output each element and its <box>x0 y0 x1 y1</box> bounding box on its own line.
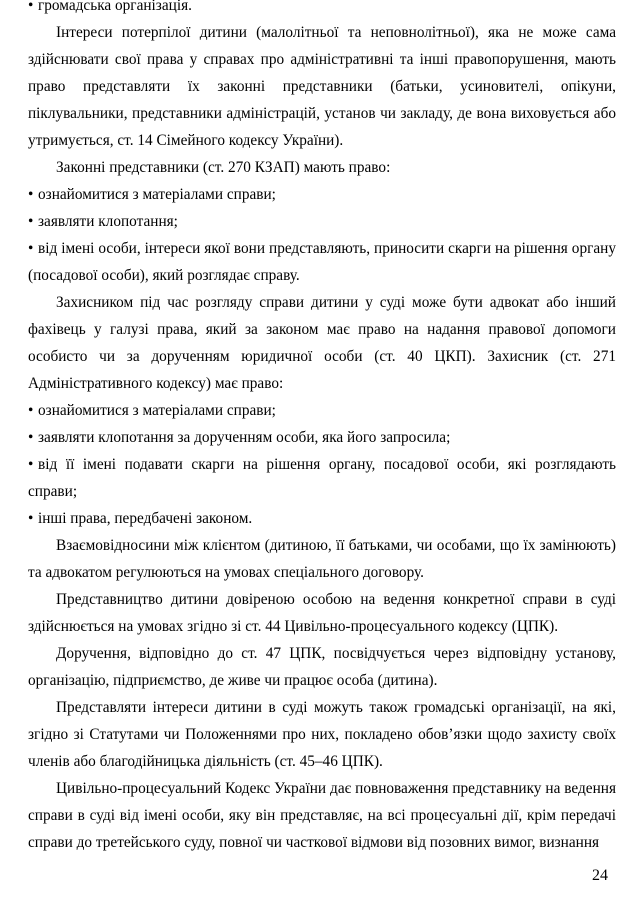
paragraph: Представляти інтереси дитини в суді можуть також громадські організації, на які, згідно зі Статутами чи Положеннями про них, покладено обов’язки щодо захисту своїх членів або благодійницька діяльність (ст. 45–46 ЦПК). <box>28 699 616 770</box>
bullet-text: ознайомитися з матеріалами справи; <box>38 402 276 419</box>
bullet-item <box>28 451 616 505</box>
bullet-icon: • <box>28 213 34 230</box>
bullet-icon: • <box>28 429 34 446</box>
paragraph: Інтереси потерпілої дитини (малолітньої та неповнолітньої), яка не може сама здійснювати свої права у справах про адміністративні та інші правопорушення, мають право представляти їх законні представники (батьки, усиновителі, опікуни, піклувальники, представники адміністрацій, установ чи закладу, де вона виховується або утримується, ст. 14 Сімейного кодексу України). <box>28 24 616 149</box>
bullet-text: громадська організація. <box>38 0 192 14</box>
bullet-text: від її імені подавати скарги на рішення органу, посадової особи, які розглядають справи; <box>28 456 616 500</box>
bullet-item <box>28 505 616 532</box>
paragraph: Взаємовідносини між клієнтом (дитиною, її батьками, чи особами, що їх замінюють) та адвокатом регулюються на умовах спеціального договору. <box>28 537 616 581</box>
paragraph: Цивільно-процесуальний Кодекс України дає повноваження представнику на ведення справи в суді від імені особи, яку він представляє, на всі процесуальні дії, крім передачі справи до третейського суду, повної чи часткової відмови від позовних вимог, визнання <box>28 780 616 851</box>
bullet-icon: • <box>28 510 34 527</box>
paragraph: Захисником під час розгляду справи дитини у суді може бути адвокат або інший фахівець у галузі права, який за законом має право на надання правової допомоги особисто чи за дорученням юридичної особи (ст. 40 ЦКП). Захисник (ст. 271 Адміністративного кодексу) має право: <box>28 294 616 392</box>
bullet-icon: • <box>28 0 34 14</box>
bullet-icon: • <box>28 240 34 257</box>
bullet-text: інші права, передбачені законом. <box>38 510 253 527</box>
paragraph: Представництво дитини довіреною особою на ведення конкретної справи в суді здійснюється на умовах згідно зі ст. 44 Цивільно-процесуального кодексу (ЦПК). <box>28 591 616 635</box>
page-number: 24 <box>592 867 608 884</box>
bullet-icon: • <box>28 402 34 419</box>
bullet-item <box>28 397 616 424</box>
bullet-item <box>28 208 616 235</box>
bullet-text: заявляти клопотання; <box>38 213 178 230</box>
bullet-text: від імені особи, інтереси якої вони представляють, приносити скарги на рішення органу (посадової особи), який розглядає справу. <box>28 240 616 284</box>
paragraph: Законні представники (ст. 270 КЗАП) мають право: <box>56 159 391 176</box>
bullet-icon: • <box>28 456 34 473</box>
bullet-item <box>28 0 616 19</box>
bullet-item <box>28 235 616 289</box>
bullet-icon: • <box>28 186 34 203</box>
paragraph: Доручення, відповідно до ст. 47 ЦПК, посвідчується через відповідну установу, організацію, підприємство, де живе чи працює особа (дитина). <box>28 645 616 689</box>
bullet-text: заявляти клопотання за дорученням особи, яка його запросила; <box>38 429 451 446</box>
document-body <box>28 0 616 856</box>
bullet-item <box>28 424 616 451</box>
bullet-text: ознайомитися з матеріалами справи; <box>38 186 276 203</box>
bullet-item <box>28 181 616 208</box>
